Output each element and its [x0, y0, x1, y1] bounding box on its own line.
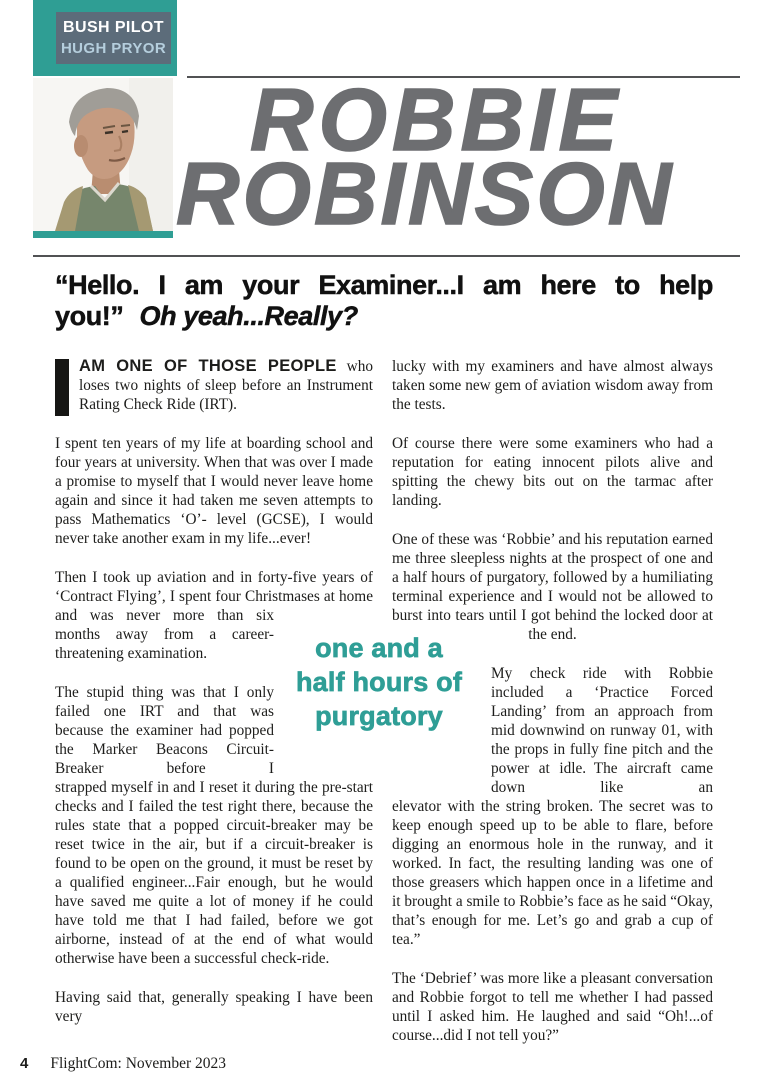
paragraph: lucky with my examiners and have almost always taken some new gem of aviation wisdom away from the tests.: [392, 358, 713, 413]
article-title-line1: ROBBIE: [250, 70, 623, 169]
paragraph: One of these was ‘Robbie’ and his reputation earned me three sleepless nights at the prospect of one and a half hours of purgatory, followed by a humiliating terminal experience and I would not be allowed to burst into tears until I got behind the locked door at: [392, 531, 713, 624]
author-portrait-illustration: [33, 78, 173, 231]
lead-paragraph: [55, 357, 373, 414]
headline-line2-quote: you!”: [55, 301, 124, 331]
paragraph: Then I took up aviation and in forty-five years of ‘Contract Flying’, I spent four Christmases at home: [55, 569, 373, 605]
article-title-line2: ROBINSON: [176, 144, 675, 243]
paragraph: The ‘Debrief’ was more like a pleasant conversation and Robbie forgot to tell me whether I had passed until I asked him. He laughed and said “Oh!...of course...did I not tell you?”: [392, 970, 713, 1044]
lead-rest-text: who loses two nights of sleep before an Instrument Rating Check Ride (IRT).: [79, 358, 373, 413]
headline-line1: “Hello. I am your Examiner...I am here to help: [55, 270, 713, 300]
paragraph: Having said that, generally speaking I have been very: [55, 989, 373, 1025]
pull-quote-line1: one and a: [315, 633, 443, 663]
paragraph: Of course there were some examiners who had a reputation for eating innocent pilots alive and spitting the chewy bits out on the tarmac after landing.: [392, 435, 713, 509]
author-badge: [33, 0, 177, 76]
footer-magazine-label: FlightCom: November 2023: [50, 1055, 227, 1072]
pull-quote-line3: purgatory: [315, 701, 443, 731]
paragraph: strapped myself in and I reset it during the pre-start checks and I failed the test right there, because the rules state that a popped circuit-breaker may be reset twice in the air, but if a circuit-breaker is found to be open on the ground, it must be reset by a qualified engineer...Fair enough, but he would have saved me quite a lot of money if he could have told me that I had failed, before we got airborne, instead of at the end of what would otherwise have been a successful check-ride.: [55, 779, 373, 967]
dropcap-letter-i: [55, 359, 69, 416]
paragraph-wrapped: The stupid thing was that I only failed one IRT and that was because the examiner had popped the Marker Beacons Circuit-Breaker before I: [55, 684, 274, 777]
page-number: 4: [20, 1055, 29, 1072]
pull-quote: [272, 631, 486, 733]
lead-bold-text: AM ONE OF THOSE PEOPLE: [79, 357, 337, 375]
article-headline: [55, 270, 713, 332]
headline-line2: [55, 301, 713, 332]
paragraph-wrapped: and was never more than six months away from a career-threatening examination.: [55, 607, 274, 662]
paragraph-lastline: the end.: [528, 626, 577, 643]
author-badge-box: [56, 12, 171, 64]
title-rule: [33, 255, 740, 257]
pull-quote-line2: half hours of: [295, 667, 463, 697]
paragraph: elevator with the string broken. The secret was to keep enough speed up to be able to flare, before digging an enormous hole in the runway, and it worked. In fact, the resulting landing was one of those greasers which happen once in a lifetime and it brought a smile to Robbie’s face as he said “Okay, that’s enough for me. Let’s go and grab a cup of tea.”: [392, 798, 713, 948]
author-portrait-photo: [33, 78, 173, 231]
page-footer: [20, 1055, 226, 1073]
paragraph-wrapped: My check ride with Robbie included a ‘Practice Forced Landing’ from an approach from mid downwind on runway 01, with the props in fully fine pitch and the power at idle. The aircraft came down like an: [491, 665, 713, 796]
badge-author-name: HUGH PRYOR: [60, 39, 167, 57]
badge-series-label: BUSH PILOT: [63, 18, 164, 36]
paragraph: I spent ten years of my life at boarding school and four years at university. When that was over I made a promise to myself that I would never leave home again and since it had taken me seven attempts to pass Mathematics ‘O’- level (GCSE), I would never take another exam in my life...ever!: [55, 435, 373, 547]
headline-line2-aside: Oh yeah...Really?: [139, 301, 358, 331]
photo-accent-bar: [33, 231, 173, 238]
